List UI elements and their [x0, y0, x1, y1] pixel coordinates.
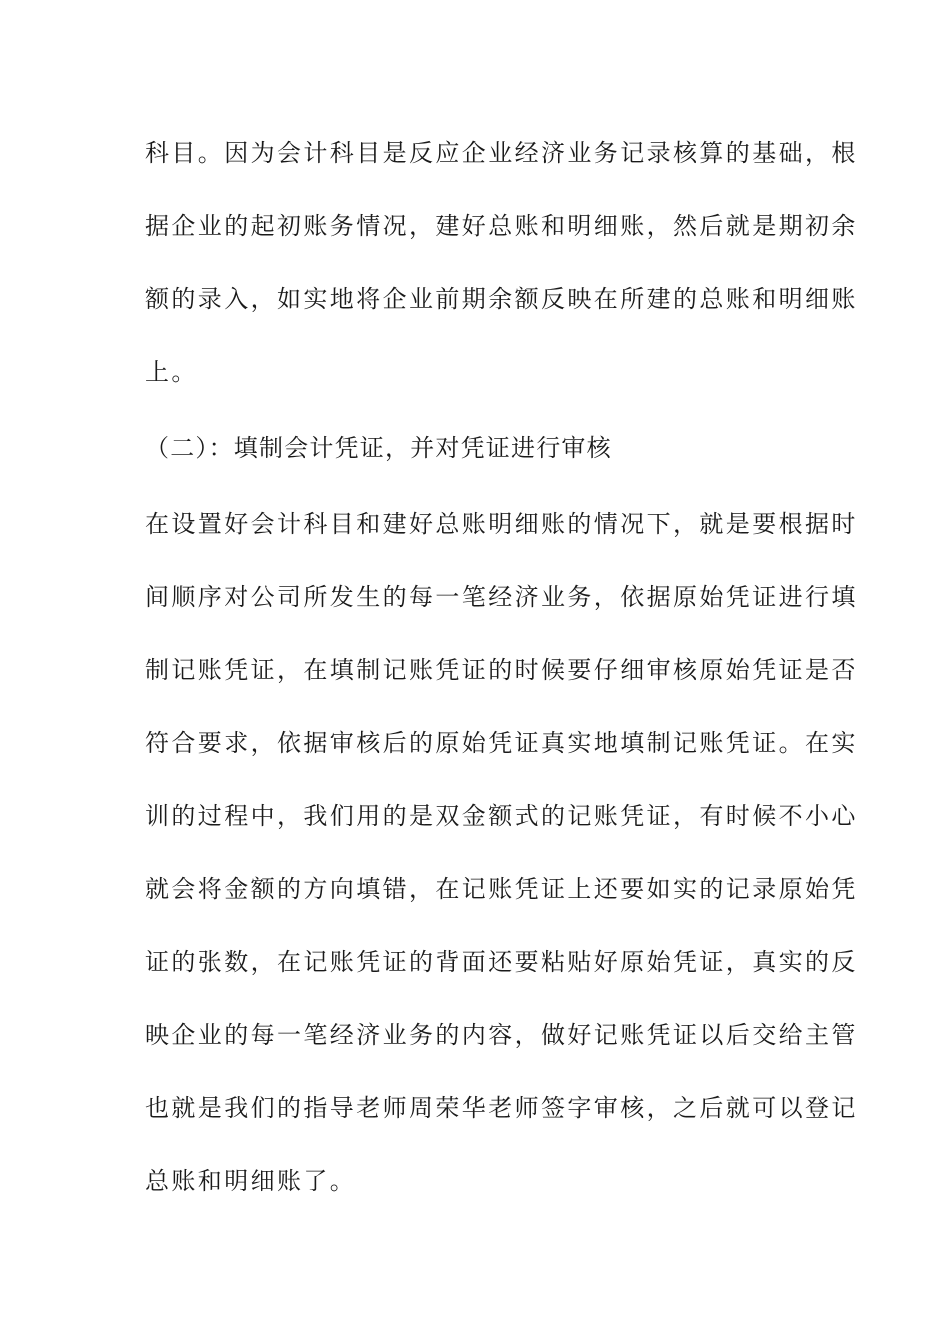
paragraph-line: 符合要求，依据审核后的原始凭证真实地填制记账凭证。在实: [145, 729, 858, 757]
paragraph-line: 间顺序对公司所发生的每一笔经济业务，依据原始凭证进行填: [145, 583, 858, 611]
paragraph-line: 在设置好会计科目和建好总账明细账的情况下，就是要根据时: [145, 510, 858, 538]
paragraph-line: 就会将金额的方向填错，在记账凭证上还要如实的记录原始凭: [145, 875, 858, 903]
paragraph-line: 额的录入，如实地将企业前期余额反映在所建的总账和明细账: [145, 285, 858, 313]
paragraph-line: 科目。因为会计科目是反应企业经济业务记录核算的基础，根: [145, 139, 858, 167]
paragraph-line: 上。: [145, 358, 198, 386]
section-heading: （二）：填制会计凭证，并对凭证进行审核: [145, 434, 612, 462]
paragraph-line: 训的过程中，我们用的是双金额式的记账凭证，有时候不小心: [145, 802, 858, 830]
paragraph-line: 映企业的每一笔经济业务的内容，做好记账凭证以后交给主管: [145, 1021, 858, 1049]
paragraph-line: 制记账凭证，在填制记账凭证的时候要仔细审核原始凭证是否: [145, 656, 858, 684]
paragraph-line: 据企业的起初账务情况，建好总账和明细账，然后就是期初余: [145, 212, 858, 240]
paragraph-line: 证的张数，在记账凭证的背面还要粘贴好原始凭证，真实的反: [145, 948, 858, 976]
paragraph-line: 也就是我们的指导老师周荣华老师签字审核，之后就可以登记: [145, 1094, 858, 1122]
paragraph-line: 总账和明细账了。: [145, 1167, 357, 1195]
